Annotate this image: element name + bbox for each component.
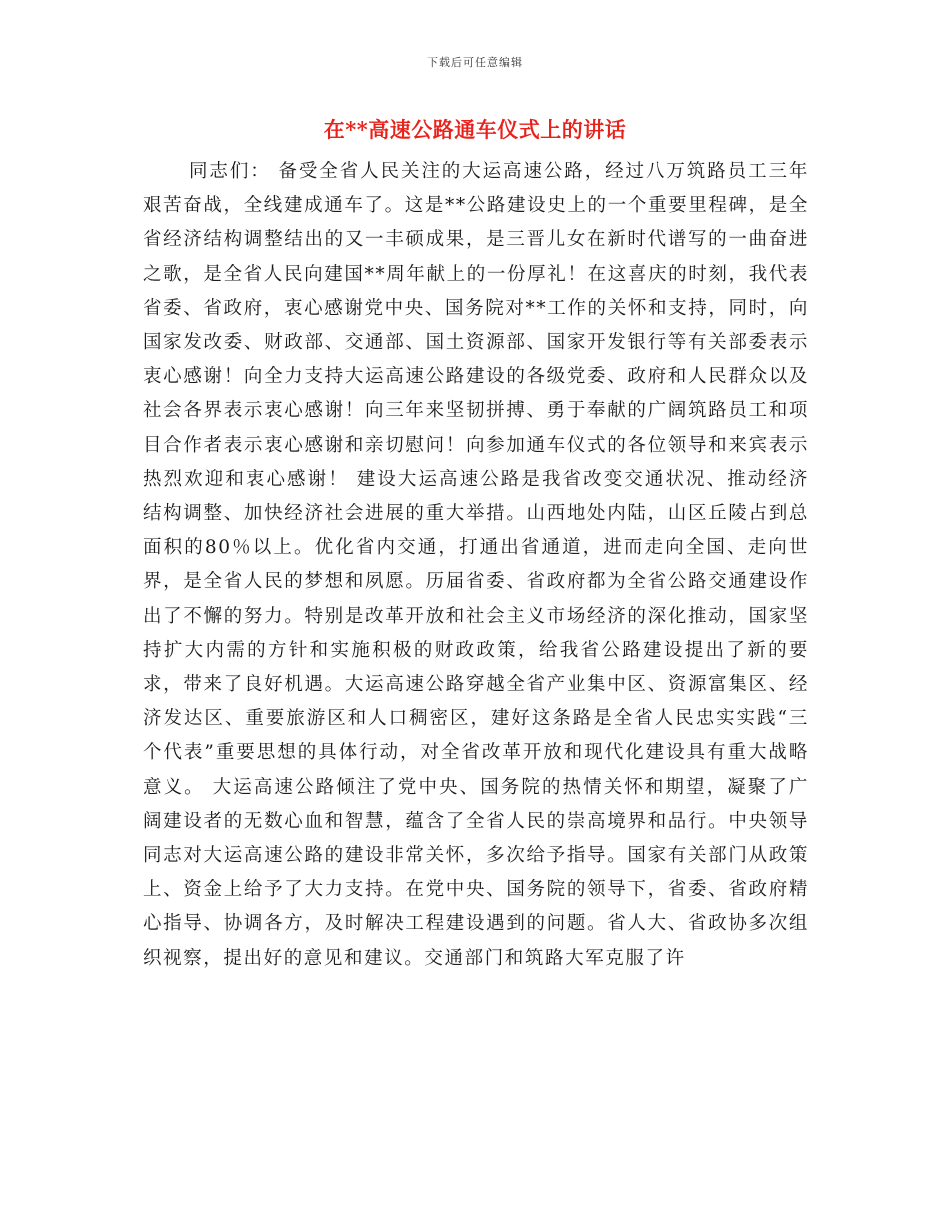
document-title: 在**高速公路通车仪式上的讲话 xyxy=(323,117,627,142)
document-body: 同志们： 备受全省人民关注的大运高速公路，经过八万筑路员工三年艰苦奋战，全线建成通车了。这是**公路建设史上的一个重要里程碑，是全省经济结构调整结出的又一丰硕成果，是三晋儿女在新时代谱写的一曲奋进之歌，是全省人民向建国**周年献上的一份厚礼！在这喜庆的时刻，我代表省委、省政府，衷心感谢党中央、国务院对**工作的关怀和支持，同时，向国家发改委、财政部、交通部、国土资源部、国家开发银行等有关部委表示衷心感谢！向全力支持大运高速公路建设的各级党委、政府和人民群众以及社会各界表示衷心感谢！向三年来坚韧拼搏、勇于奉献的广阔筑路员工和项目合作者表示衷心感谢和亲切慰问！向参加通车仪式的各位领导和来宾表示热烈欢迎和衷心感谢！ 建设大运高速公路是我省改变交通状况、推动经济结构调整、加快经济社会进展的重大举措。山西地处内陆，山区丘陵占到总面积的80％以上。优化省内交通，打通出省通道，进而走向全国、走向世界，是全省人民的梦想和夙愿。历届省委、省政府都为全省公路交通建设作出了不懈的努力。特别是改革开放和社会主义市场经济的深化推动，国家坚持扩大内需的方针和实施积极的财政政策，给我省公路建设提出了新的要求，带来了良好机遇。大运高速公路穿越全省产业集中区、资源富集区、经济发达区、重要旅游区和人口稠密区，建好这条路是全省人民忠实实践“三个代表”重要思想的具体行动，对全省改革开放和现代化建设具有重大战略意义。 大运高速公路倾注了党中央、国务院的热情关怀和期望，凝聚了广阔建设者的无数心血和智慧，蕴含了全省人民的崇高境界和品行。中央领导同志对大运高速公路的建设非常关怀，多次给予指导。国家有关部门从政策上、资金上给予了大力支持。在党中央、国务院的领导下，省委、省政府精心指导、协调各方，及时解决工程建设遇到的问题。省人大、省政协多次组织视察，提出好的意见和建议。交通部门和筑路大军克服了许 xyxy=(143,161,809,969)
header-note: 下载后可任意编辑 xyxy=(427,56,523,69)
